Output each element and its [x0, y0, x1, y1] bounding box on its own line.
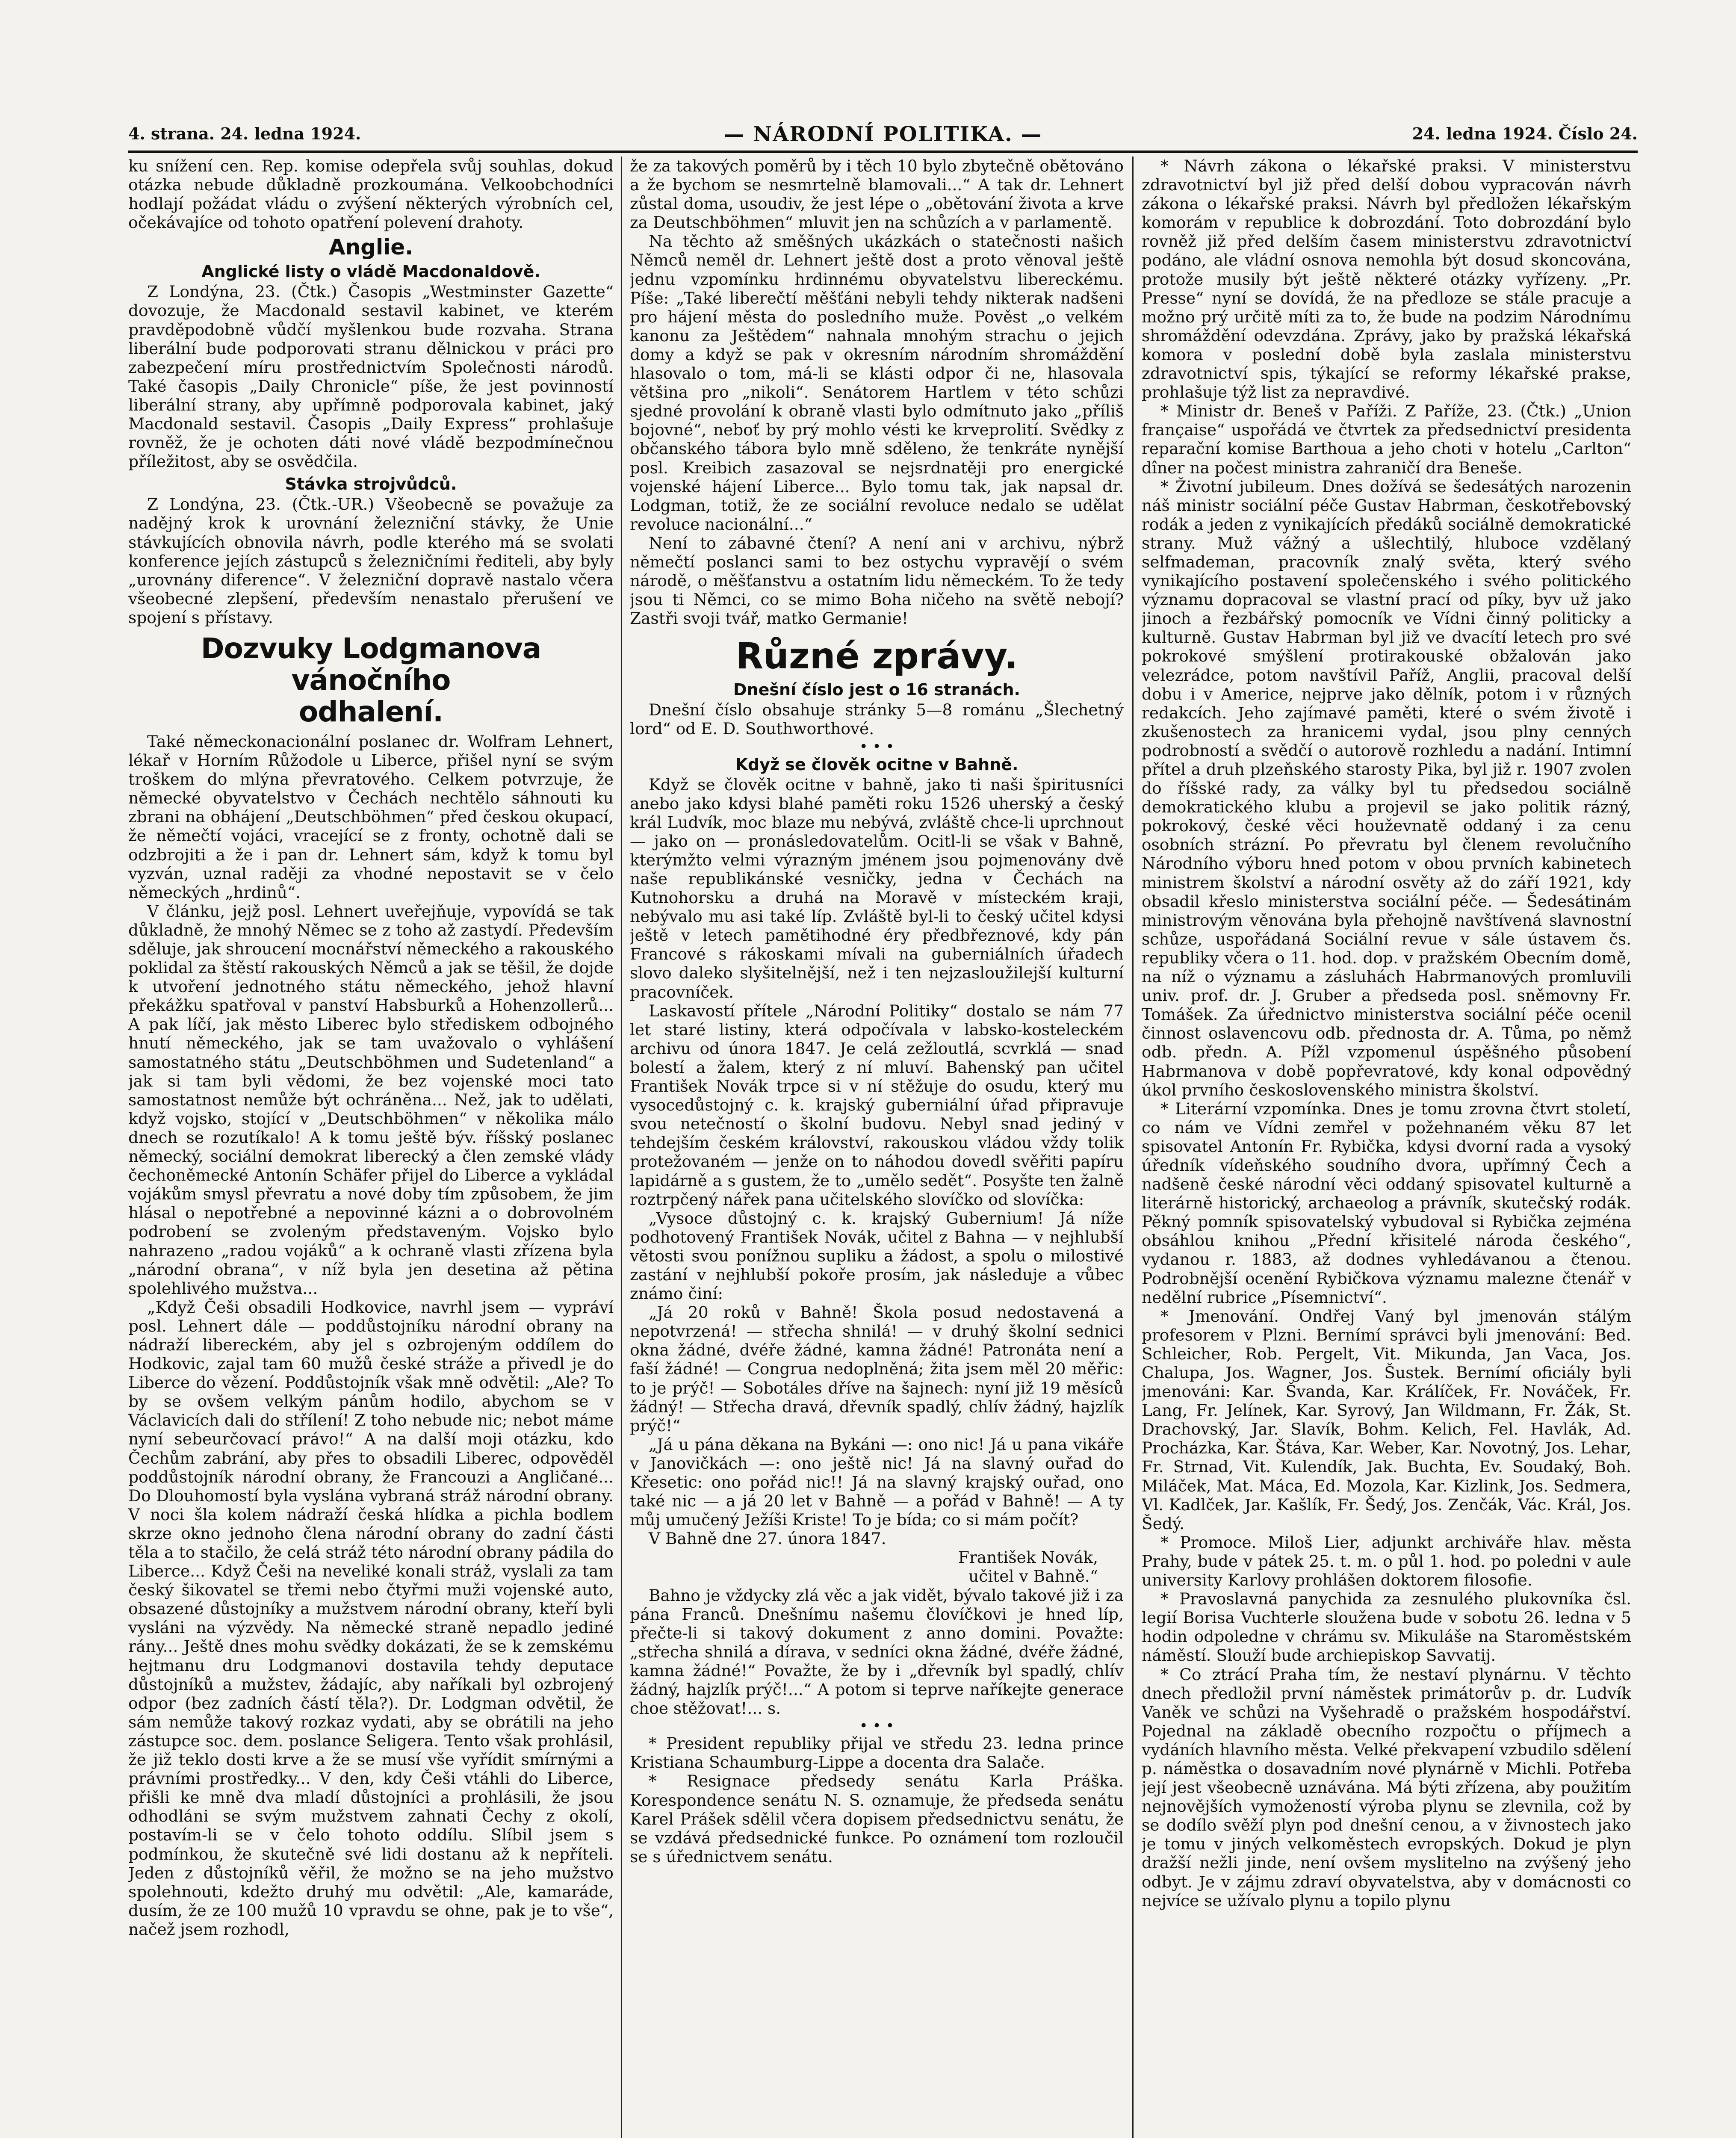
page-header [128, 124, 1638, 150]
article-paragraph: že za takových poměrů by i těch 10 bylo zbytečně obětováno a že bychom se nesmrtelně blamovali...“ A tak dr. Lehnert zůstal doma, usoudiv, že jest lépe o „obětování života a krve za Deutschböhmen“ mluvit jen na schůzích a v parlamentě. [630, 157, 1124, 232]
column-1 [128, 157, 614, 2138]
letter-signature: František Novák, [958, 1548, 1098, 1567]
column-2 [630, 157, 1124, 2138]
news-item: * Promoce. Miloš Lier, adjunkt archiváře hlav. města Prahy, bude v pátek 25. t. m. o půl 1. hod. po poledni v aule university Karlovy prohlášen doktorem filosofie. [1142, 1533, 1631, 1590]
article-paragraph: Na těchto až směšných ukázkách o statečnosti našich Němců neměl dr. Lehnert ještě dost a proto věnoval ještě jednu vzpomínku hrdinnému obyvatelstvu libereckému. Píše: „Také liberečtí měšťáni nebyli tehdy nikterak nadšeni pro hájení města do posledního muže. Pověst „o velkém kanonu za Ještědem“ nahnala mnohým strachu o jejich domy a když se pak v okresním národním shromáždění hlasovalo o tom, má-li se klásti odpor či ne, hlasovala většina pro „nikoli“. Senátorem Hartlem v této schůzi sjedné provolání k obraně vlasti bylo odmítnuto jako „příliš bojovné“, neboť by prý mohlo vésti ke krveprolití. Svědky z občanského tábora bylo mně sděleno, že tenkráte nynější posl. Kreibich zasazoval se nejsrdnatěji pro energické vojenské hájení Liberce... Bylo tomu tak, jak napsal dr. Lodgman, totiž, že ze sociální revoluce nedalo se udělat revoluce nacionální...“ [630, 232, 1124, 534]
news-item: * President republiky přijal ve středu 23. ledna prince Kristiana Schaumburg-Lippe a docenta dra Salače. [630, 1734, 1124, 1772]
news-item: * Pravoslavná panychida za zesnulého plukovníka čsl. legií Borisa Vuchterle sloužena bude v sobotu 26. ledna v 5 hodin odpoledne v chrámu sv. Mikuláše na Staroměstském náměstí. Slouží bude archiepiskop Savvatij. [1142, 1589, 1631, 1665]
article-paragraph: Laskavostí přítele „Národní Politiky“ dostalo se nám 77 let staré listiny, která odpočívala v labsko-kosteleckém archivu od února 1847. Je celá zežloutlá, scvrklá — snad bolestí a žalem, který z ní mluví. Bahenský pan učitel František Novák trpce si v ní stěžuje do osudu, který mu vysocedůstojný c. k. krajský guberniální úřad připravuje svou netečností o školní budovu. Nebyl snad jediný v tehdejším českém království, rakouskou vládou vždy tolik protežovaném — jenže on to náhodou dovedl svěřiti papíru lapidárně a s gustem, že to „umělo sedět“. Posyšte ten žalně roztrpčený nářek pana učitelského slovíčko od slovíčka: [630, 1001, 1124, 1209]
header-date-right: 24. ledna 1924. Číslo 24. [1412, 124, 1638, 143]
article-paragraph: Dnešní číslo obsahuje stránky 5—8 románu „Šlechetný lord“ od E. D. Southworthové. [630, 700, 1124, 738]
separator-dots: • • • [859, 1717, 895, 1735]
column-divider [621, 157, 622, 2138]
header-date-left: 4. strana. 24. ledna 1924. [128, 124, 361, 143]
news-item: * Literární vzpomínka. Dnes je tomu zrovna čtvrt století, co nám ve Vídni zemřel v požehnaném věku 87 let spisovatel Antonín Fr. Rybička, kdysi dvorní rada a vysoký úředník vídeňského soudního dvora, upřímný Čech a nadšeně české národní věci oddaný spisovatel kulturně a literárně historický, archaeolog a právník, skutečský rodák. Pěkný pomník spisovatelský vybudoval si Rybička zejména obsáhlou knihou „Přední křisitelé národa českého“, vydanou r. 1883, až dodnes vyhledávanou a čtenou. Podrobnější ocenění Rybičkova významu malezne čtenář v nedělní rubrice „Písemnictví“. [1142, 1099, 1631, 1307]
news-item: * Resignace předsedy senátu Karla Práška. Korespondence senátu N. S. oznamuje, že předseda senátu Karel Prášek sdělil včera dopisem předsednictvu senátu, že se vzdává předsednické funkce. Po oznámení tom rozloučil se s úřednictvem senátu. [630, 1772, 1124, 1866]
title-line: Dozvuky Lodgmanova vánočního [201, 632, 541, 697]
letter-date: V Bahně dne 27. února 1847. [649, 1529, 886, 1548]
column-3 [1142, 157, 1631, 2138]
separator-dots: • • • [859, 738, 895, 755]
news-item: * Životní jubileum. Dnes dožívá se šedesátých narozenin náš ministr sociální péče Gustav Habrman, českotřebovský rodák a jeden z vynikajících předáků sociálně demokratické strany. Muž vážný a ušlechtilý, hluboce vzdělaný selfmademan, pracovník znalý světa, který svého vynikajícího postavení společenského i svého politického významu dopracoval se vlastní prací od píky, byv už jako jinoch a řezbářský pomocník ve Vídni činný politicky a kulturně. Gustav Habrman byl již ve dvacítí letech pro své pokrokové smýšlení protirakouské obžalován jako velezrádce, potom navštívil Paříž, Anglii, pracoval delší dobu i v Americe, nejprve jako dělník, potom i v různých redakcích. Jeho zajímavé paměti, které o svém životě i zkušenostech za hranicemi vydal, jsou plny cenných podrobností a svědčí o autorově rozhledu a nadání. Intimní přítel a druh plzeňského starosty Pika, byl již r. 1907 zvolen do říšské rady, za války byl tu předsedou sociálně demokratického klubu a projevil se jako politik rázný, pokrokový, české věci houževnatě oddaný i za cenu osobních strázní. Po převratu byl členem revolučního Národního výboru hned potom v obou prvních kabinetech ministrem školství a národní osvěty až do září 1921, kdy obsadil křeslo ministerstva sociální péče. — Šedesátinám ministrovým věnována byla přehojně navštívená slavnostní schůze, uspořádaná Sociální revue v sále ústavem čs. republiky včera o 11. hod. dop. v pražském Obecním domě, na níž o významu a zásluhách Habrmanových promluvili univ. prof. dr. J. Gruber a předseda posl. sněmovny Fr. Tomášek. Za úřednictvo ministerstva sociální péče ocenil činnost oslavencovu odb. přednosta dr. A. Tůma, po němž odb. předn. A. Pížl vzpomenul úspěšného působení Habrmanova v době popřevratové, kdy konal odpovědný úkol prvního československého ministra školství. [1142, 477, 1631, 1099]
section-heading-anglie: Anglie. [328, 235, 413, 260]
article-headline: Dnešní číslo jest o 16 stranách. [733, 680, 1020, 700]
article-paragraph: Z Londýna, 23. (Čtk.) Časopis „Westminster Gazette“ dovozuje, že Macdonald sestavil kabinet, ve kterém pravděpodobně vůdčí myšlenkou bude rozvaha. Strana liberální bude podporovati stranu dělnickou v práci pro zabezpečení míru prostřednictvím Společnosti národů. Také časopis „Daily Chronicle“ píše, že jest povinností liberální strany, aby upřímně podporovala kabinet, jaký Macdonald sestavil. Časopis „Daily Express“ prohlašuje rovněž, že je ochoten dáti nové vládě bezpodmínečnou příležitost, aby se osvědčila. [128, 282, 614, 471]
article-paragraph: „Když Češi obsadili Hodkovice, navrhl jsem — vypráví posl. Lehnert dále — poddůstojníku národní obrany na nádraží libereckém, aby jel s ozbrojeným oddílem do Hodkovic, zajal tam 60 mužů české stráže a přivedl je do Liberce do vězení. Poddůstojník však mně odvětil: „Ale? To by se ovšem velkým pánům hodilo, abychom se v Václavicích dali do střílení! Z toho nebude nic; nebot máme nyní sebeurčovací právo!“ A na další moji otázku, kdo Čechům zabrání, aby přes to obsadili Liberec, odpověděl poddůstojník národní obrany, že Francouzi a Angličané... Do Dlouhomostí byla vyslána vybraná stráž národní obrany. V noci šla kolem nádraží česká hlídka a pichla bodlem skrze okno jednoho člena národní obrany do zadní části těla a to stačilo, že celá stráž této národní obrany pádila do Liberce... Když Češi na neveliké konali stráž, vyslali za tam český šikovatel se třemi nebo čtyřmi muži vojenské auto, obsazené důstojníky a mužstvem národní obrany, kteří byli vysláni na výzvědy. Na německé straně nepadlo jediné rány... Ještě dnes mohu svědky dokázati, že se k zemskému hejtmanu dru Lodgmanovi dostavila tehdy deputace důstojníků a mužstev, žádajíc, aby naříkali byl ozbrojený odpor (bez zadních částí těla?). Dr. Lodgman odvětil, že sám nemůže takový rozkaz vydati, aby se obrátili na jeho zástupce soc. dem. poslance Seligera. Tento však prohlásil, že již teklo dosti krve a že se musí vše vyřídit smírnými a právními prostředky... V den, kdy Češi vtáhli do Liberce, přišli ke mně dva mladí důstojníci a prohlásili, že jsou odhodláni se svým mužstvem zahnati Čechy z okolí, postavím-li se v čelo tohoto oddílu. Slíbil jsem s podmínkou, že skutečně své lidi dostanu až k nepříteli. Jeden z důstojníků věřil, že možno se na jeho mužstvo spolehnouti, kdežto druhý mu odvětil: „Ale, kamaráde, dusím, že ze 100 mužů 10 vpravdu se ohne, pak je to vše“, načež jsem rozhodl, [128, 1297, 614, 1939]
article-title-dozvuky [128, 633, 614, 728]
article-headline: Anglické listy o vládě Macdonaldově. [201, 262, 540, 281]
title-line: odhalení. [298, 695, 443, 728]
article-paragraph: Když se člověk ocitne v bahně, jako ti naši špiritusníci anebo jako kdysi blahé paměti roku 1526 uherský a český král Ludvík, moc blaze mu nebývá, zvláště chce-li uprchnout — jako on — pronásledovatelům. Ocitl-li se však v Bahně, kterýmžto velmi výrazným jménem jsou pojmenovány dvě naše republikánské vesničky, jedna v Čechách na Kutnohorsku a druhá na Moravě v místeckém kraji, nebývalo mu asi také líp. Zvláště byl-li to český učitel kdysi ještě v letech pamětihodné éry předbřeznové, kdy pán Francové s rákoskami mívali na guberniálních úřadech slovo daleko slyšitelnější, než i ten nejzasloužilejší kulturní pracovníček. [630, 775, 1124, 1001]
letter-paragraph: „Já u pána děkana na Bykáni —: ono nic! Já u pana vikáře v Janovičkách —: ono ještě nic! Já na slavný ouřad do Křesetic: ono pořád nic!! Já na slavný krajský ouřad, ono také nic — a já 20 let v Bahně — a pořád v Bahně! — A ty můj umučený Ježíši Kriste! To je bída; co si mám počít? [630, 1435, 1124, 1530]
header-rule [128, 151, 1638, 153]
news-item: * Návrh zákona o lékařské praksi. V ministerstvu zdravotnictví byl již před delší dobou vypracován návrh zákona o lékařské praksi. Návrh byl předložen lékařským komorám v republice k dobrozdání. Toto dobrozdání bylo rovněž již před delším časem ministerstvu zdravotnictví podáno, ale vládní osnova nemohla být dosud skoncována, protože musily být ještě některé otázky vyřízeny. „Pr. Presse“ nyní se dovídá, že na předloze se stále pracuje a možno prý určitě míti za to, že bude na podzim Národnímu shromáždění odevzdána. Zprávy, jako by pražská lékařská komora v poslední době byla zaslala ministerstvu zdravotnictví spis, týkající se reformy lékařské prakse, prohlašuje týž list za nepravdivé. [1142, 157, 1631, 402]
letter-paragraph: „Já 20 roků v Bahně! Škola posud nedostavená a nepotvrzená! — střecha shnilá! — v druhý školní sednici okna žádné, dvéře žádné, kamna žádné! Patronáta není a faší žádné! — Congrua nedoplněná; žita jsem měl 20 měřic: to je prýč! — Sobotáles dříve na šajnech: nyní již 19 měsíců žádný! — Střecha dravá, dřevník spadlý, chlív žádný, hajzlík prýč!“ [630, 1303, 1124, 1435]
section-title-ruzne-zpravy: Různé zprávy. [735, 635, 1018, 677]
article-paragraph: Není to zábavné čtení? A není ani v archivu, nýbrž němečtí poslanci sami to bez ostychu vypravějí o svém národě, o měšťanstvu a ostatním lidu německém. To že tedy jsou ti Němci, co se mimo Boha ničeho na světě nebojí? Zastři svoji tvář, matko Germanie! [630, 533, 1124, 628]
article-paragraph: V článku, jejž posl. Lehnert uveřejňuje, vypovídá se tak důkladně, že mnohý Němec se z toho až zastydí. Především sděluje, jak shroucení mocnářství německého a rakouského poklidal za štěstí rakouských Němců a jak se těšil, že dojde k utvoření jednotného státu německého, jehož hlavní překážku spatřoval v panství Habsburků a Hohenzollerů... A pak líčí, jak město Liberec bylo střediskem odbojného hnutí německého, jak se tam uvažovalo o vyhlášení samostatného státu „Deutschböhmen und Sudetenland“ a jak si tam byli vědomi, že bez vojenské moci tato samostatnost nemůže být ochráněna... Než, jak to udělati, když vojsko, stojící v „Deutschböhmen“ v několika málo dnech se rozutíkalo! A k tomu ještě býv. říšský poslanec německý, sociální demokrat liberecký a člen zemské vlády čechoněmecké Antonín Schäfer přijel do Liberce a vykládal vojákům smysl převratu a nové doby tím způsobem, že jim hlásal o nepotřebné a nepovinné kázni a o dobrovolném podrobení se zvoleným představeným. Vojsko bylo nahrazeno „radou vojáků“ a k ochraně vlasti zřízena byla „národní obrana“, v níž byla jen desetina až pětina spolehlivého mužstva... [128, 901, 614, 1298]
article-paragraph: Z Londýna, 23. (Čtk.-UR.) Všeobecně se považuje za nadějný krok k urovnání železniční stávky, že Unie stávkujících obnovila návrh, podle kterého má se svolati konference jejích zástupců s železničními řediteli, aby byly „urovnány diference“. V železniční dopravě nastalo včera všeobecné zlepšení, především nenastalo přerušení ve spojení s přístavy. [128, 495, 614, 627]
news-item: * Jmenování. Ondřej Vaný byl jmenován stálým profesorem v Plzni. Bernímí správci byli jmenování: Bed. Schleicher, Rob. Pergelt, Vit. Mikunda, Jan Vaca, Jos. Chalupa, Jos. Wagner, Jos. Šustek. Bernímí oficiály byli jmenováni: Kar. Švanda, Kar. Králíček, Fr. Nováček, Fr. Lang, Fr. Jelínek, Kar. Syrový, Jan Wildmann, Fr. Žák, St. Drachovský, Jar. Slavík, Bohm. Kelich, Fel. Havlák, Ad. Procházka, Kar. Štáva, Kar. Weber, Kar. Novotný, Jos. Lehar, Fr. Strnad, Vit. Kulendík, Jak. Buchta, Ev. Soudaký, Boh. Miláček, Mat. Máca, Ed. Mozola, Kar. Kizlink, Jos. Sedmera, Vl. Kadlček, Jar. Kašlík, Fr. Šedý, Jos. Zenčák, Vác. Král, Jos. Šedý. [1142, 1306, 1631, 1533]
letter-signature: učitel v Bahně.“ [968, 1567, 1098, 1586]
article-paragraph: Také německonacionální poslanec dr. Wolfram Lehnert, lékař v Horním Růžodole u Liberce, přišel nyní se svým troškem do mlýna převratového. Celkem potvrzuje, že německé obyvatelstvo v Čechách nechtělo sáhnouti ku zbrani na obhájení „Deutschböhmen“ před českou okupací, že němečtí vojáci, vracející se z fronty, ochotně dali se odzbrojiti a že i pan dr. Lehnert sám, když k tomu byl vyzván, uznal raději za vhodné nepostavit se v čelo německých „hrdinů“. [128, 732, 614, 902]
column-divider [1132, 157, 1134, 2138]
letter-paragraph: „Vysoce důstojný c. k. krajský Gubernium! Já níže podhotovený František Novák, učitel z Bahna — v nejhlubší větosti svou ponížnou supliku a žádost, a spolu o milostivé zastání v nejhlubší pokoře prosím, jak následuje a vůbec známo činí: [630, 1208, 1124, 1303]
masthead-title: — NÁRODNÍ POLITIKA. — [723, 122, 1042, 146]
news-item: * Ministr dr. Beneš v Paříži. Z Paříže, 23. (Čtk.) „Union française“ uspořádá ve čtvrtek za předsednictví presidenta reparační komise Barthoua a jeho choti v hotelu „Carlton“ dîner na počest ministra zahraničí dra Beneše. [1142, 402, 1631, 477]
article-headline: Stávka strojvůdců. [285, 475, 457, 494]
article-paragraph: ku snížení cen. Rep. komise odepřela svůj souhlas, dokud otázka nebude důkladně prozkoumána. Velkoobchodníci hodlají požádat vládu o zvýšení některých výrobních cel, očekávajíce od tohoto opatření polevení drahoty. [128, 157, 614, 232]
article-headline: Když se člověk ocitne v Bahně. [735, 755, 1019, 774]
news-item: * Co ztrácí Praha tím, že nestaví plynárnu. V těchto dnech předložil první náměstek primátorův p. dr. Ludvík Vaněk ve schůzi na Vyšehradě o pražském hospodářství. Pojednal na základě obecního rozpočtu o příjmech a vydáních hlavního města. Velké překvapení vzbudilo sdělení p. náměstka o dosavadním nové plynárně v Michli. Potřeba její jest všeobecně uznávána. Má býti zřízena, aby použitím nejnovějších vymožeností výroba plynu se zlevnila, což by se dodílo svěží plyn pod dnešní cenou, a v živnostech jako je tomu v jiných velkoměstech evropských. Dokud je plyn dražší nežli jinde, není ovšem myslitelno na zvýšený jeho odbyt. Je v zájmu zdraví obyvatelstva, aby v domácnosti co nejvíce se užívalo plynu a topilo plynu [1142, 1665, 1631, 1910]
article-paragraph: Bahno je vždycky zlá věc a jak vidět, bývalo takové již i za pána Franců. Dnešnímu našemu človíčkovi je hned líp, přečte-li si takový dokument z anno domini. Považte: „střecha shnilá a dírava, v sedníci okna žádné, dvéře žádné, kamna žádné!“ Považte, že by i „dřevník byl spadlý, chlív žádný, hajzlík prýč!...“ A potom si teprve naříkejte generace choe stěžovat!... s. [630, 1586, 1124, 1718]
